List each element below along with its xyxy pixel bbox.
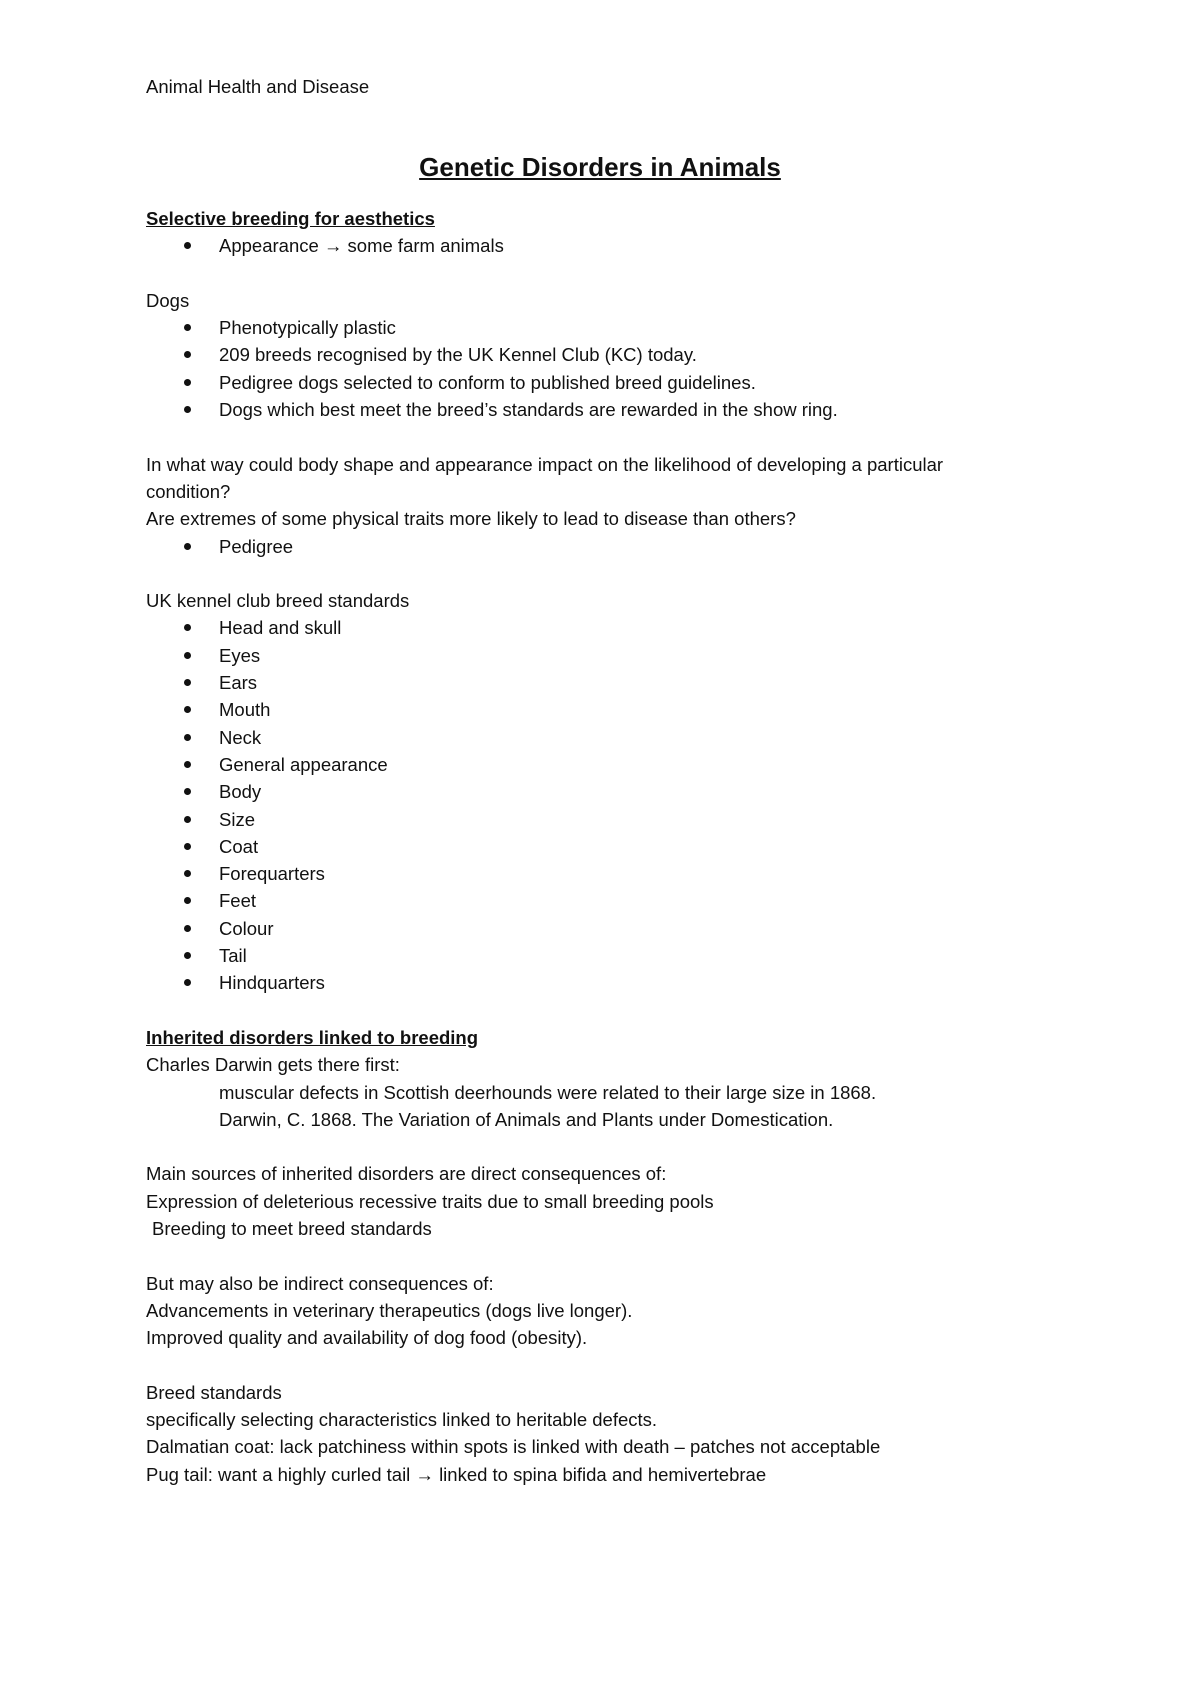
bullet-icon	[184, 242, 191, 249]
list-item: Tail	[146, 942, 1046, 969]
list-item: Phenotypically plastic	[146, 314, 1046, 341]
bullet-icon	[184, 351, 191, 358]
list-item: Feet	[146, 887, 1046, 914]
paragraph-line: Main sources of inherited disorders are direct consequences of:	[146, 1163, 667, 1185]
bullet-icon	[184, 543, 191, 550]
question-line-continued: condition?	[146, 480, 231, 502]
section-heading-selective: Selective breeding for aesthetics	[146, 208, 435, 229]
list-item: Eyes	[146, 642, 1046, 669]
paragraph-line: Dalmatian coat: lack patchiness within spots is linked with death – patches not acceptable	[146, 1436, 881, 1458]
bullet-icon	[184, 788, 191, 795]
list-item: Pedigree dogs selected to conform to published breed guidelines.	[146, 369, 1046, 396]
citation-line: Darwin, C. 1868. The Variation of Animals and Plants under Domestication.	[219, 1108, 834, 1130]
paragraph-line: But may also be indirect consequences of:	[146, 1272, 494, 1294]
list-item: Ears	[146, 669, 1046, 696]
list-item: Coat	[146, 833, 1046, 860]
bullet-icon	[184, 679, 191, 686]
paragraph-line: Breeding to meet breed standards	[152, 1217, 432, 1239]
paragraph-line: Charles Darwin gets there first:	[146, 1054, 400, 1076]
bullet-icon	[184, 406, 191, 413]
list-item: 209 breeds recognised by the UK Kennel Club (KC) today.	[146, 341, 1046, 368]
bullet-icon	[184, 706, 191, 713]
section-heading-inherited: Inherited disorders linked to breeding	[146, 1026, 479, 1048]
indented-line: muscular defects in Scottish deerhounds were related to their large size in 1868.	[219, 1081, 877, 1103]
bullet-icon	[184, 925, 191, 932]
paragraph-line: Pug tail: want a highly curled tail → linked to spina bifida and hemivertebrae	[146, 1463, 767, 1485]
list-item: Size	[146, 806, 1046, 833]
paragraph-line: specifically selecting characteristics linked to heritable defects.	[146, 1409, 658, 1431]
bullet-icon	[184, 979, 191, 986]
paragraph-line: Improved quality and availability of dog food (obesity).	[146, 1327, 588, 1349]
document-body	[146, 205, 1046, 1488]
list-item: Body	[146, 778, 1046, 805]
list-item: Neck	[146, 724, 1046, 751]
bullet-icon	[184, 624, 191, 631]
bullet-icon	[184, 816, 191, 823]
bullet-icon	[184, 952, 191, 959]
question-line: Are extremes of some physical traits more likely to lead to disease than others?	[146, 508, 796, 530]
list-item: Dogs which best meet the breed’s standards are rewarded in the show ring.	[146, 396, 1046, 423]
bullet-icon	[184, 843, 191, 850]
list-item: Colour	[146, 915, 1046, 942]
bullet-icon	[184, 652, 191, 659]
list-item: Appearance → some farm animals	[146, 232, 1046, 259]
paragraph-line: Expression of deleterious recessive traits due to small breeding pools	[146, 1190, 714, 1212]
page-title: Genetic Disorders in Animals	[419, 152, 781, 182]
section-heading-standards: UK kennel club breed standards	[146, 590, 410, 612]
bullet-icon	[184, 761, 191, 768]
section-heading-breed-standards: Breed standards	[146, 1381, 282, 1403]
list-item: Mouth	[146, 696, 1046, 723]
bullet-icon	[184, 870, 191, 877]
list-item: Head and skull	[146, 614, 1046, 641]
bullet-icon	[184, 324, 191, 331]
bullet-icon	[184, 379, 191, 386]
bullet-icon	[184, 897, 191, 904]
question-line: In what way could body shape and appearance impact on the likelihood of developing a particular	[146, 453, 944, 475]
page-header: Animal Health and Disease	[146, 76, 370, 97]
standards-list	[146, 614, 1046, 996]
bullet-icon	[184, 734, 191, 741]
paragraph-line: Advancements in veterinary therapeutics (dogs live longer).	[146, 1299, 633, 1321]
list-item: General appearance	[146, 751, 1046, 778]
section-heading-dogs: Dogs	[146, 289, 190, 311]
list-item: Pedigree	[146, 533, 1046, 560]
list-item: Forequarters	[146, 860, 1046, 887]
list-item: Hindquarters	[146, 969, 1046, 996]
